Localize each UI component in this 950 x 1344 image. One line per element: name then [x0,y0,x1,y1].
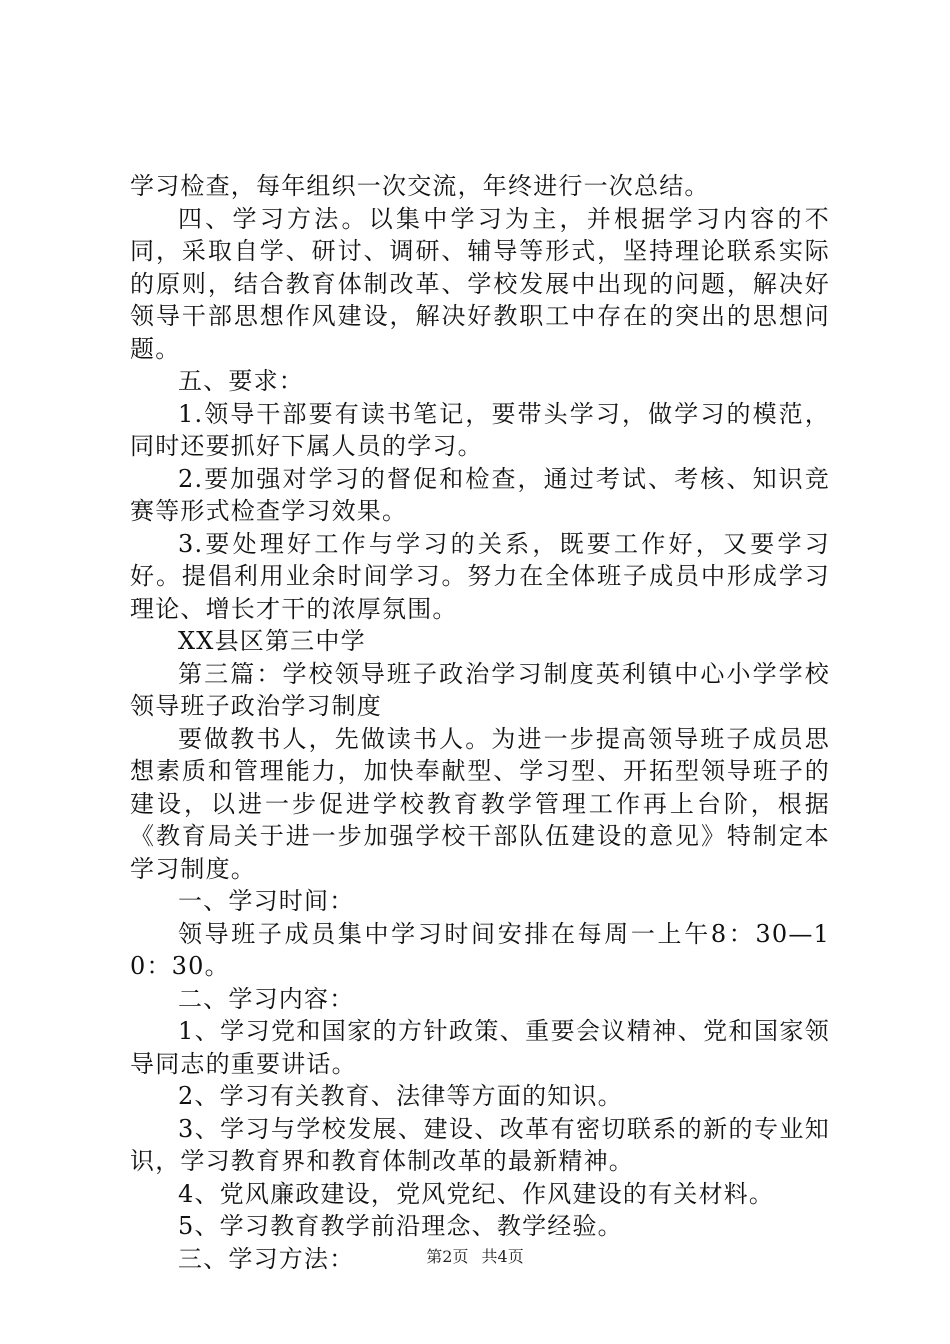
paragraph: 四、学习方法。以集中学习为主，并根据学习内容的不同，采取自学、研讨、调研、辅导等形式，坚持理论联系实际的原则，结合教育体制改革、学校发展中出现的问题，解决好领导干部思想作风建设，解决好教职工中存在的突出的思想问题。 [130,204,830,363]
section-heading: 五、要求： [178,367,304,395]
list-item: 5、学习教育教学前沿理念、教学经验。 [178,1212,623,1240]
paragraph: 1.领导干部要有读书笔记，要带头学习，做学习的模范，同时还要抓好下属人员的学习。 [130,399,830,460]
list-item: 2、学习有关教育、法律等方面的知识。 [178,1082,623,1110]
chapter-title: 第三篇：学校领导班子政治学习制度英利镇中心小学学校领导班子政治学习制度 [130,659,830,720]
page-footer [0,1244,950,1267]
document-body [130,170,830,1275]
section-heading: 二、学习内容： [178,984,355,1013]
paragraph: 3.要处理好工作与学习的关系，既要工作好，又要学习好。提倡利用业余时间学习。努力在全体班子成员中形成学习理论、增长才干的浓厚氛围。 [130,529,830,623]
section-heading: 一、学习时间： [178,887,355,915]
page-total: 共4页 [481,1247,524,1266]
paragraph: 领导班子成员集中学习时间安排在每周一上午8：30—10：30。 [130,919,830,980]
paragraph: 学习检查，每年组织一次交流，年终进行一次总结。 [130,172,710,200]
paragraph: 2.要加强对学习的督促和检查，通过考试、考核、知识竞赛等形式检查学习效果。 [130,464,830,525]
section-heading: 三、学习方法： [178,1244,355,1273]
signature-line: XX县区第三中学 [178,627,366,655]
list-item: 3、学习与学校发展、建设、改革有密切联系的新的专业知识，学习教育界和教育体制改革的最新精神。 [130,1114,830,1175]
list-item: 1、学习党和国家的方针政策、重要会议精神、党和国家领导同志的重要讲话。 [130,1017,830,1078]
paragraph: 要做教书人，先做读书人。为进一步提高领导班子成员思想素质和管理能力，加快奉献型、学习型、开拓型领导班子的建设，以进一步促进学校教育教学管理工作再上台阶，根据《教育局关于进一步加强学校干部队伍建设的意见》特制定本学习制度。 [130,724,830,883]
list-item: 4、党风廉政建设，党风党纪、作风建设的有关材料。 [178,1179,775,1208]
page-number: 第2页 [426,1247,469,1266]
